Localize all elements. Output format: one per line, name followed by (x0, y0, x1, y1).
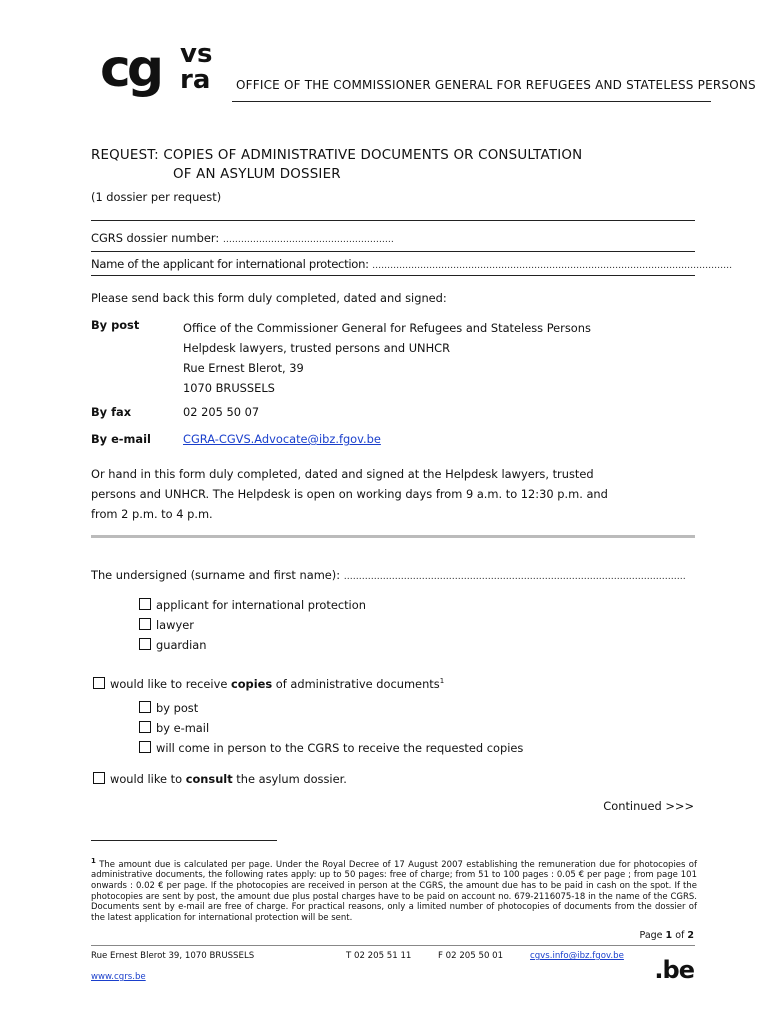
checkbox[interactable] (139, 598, 151, 610)
section-divider (91, 535, 695, 538)
post-line: Helpdesk lawyers, trusted persons and UNHCR (183, 341, 450, 355)
advocate-email-link[interactable]: CGRA-CGVS.Advocate@ibz.fgov.be (183, 432, 381, 446)
delivery-option[interactable]: by e-mail (139, 718, 523, 738)
logo-bottom: ra (180, 65, 211, 95)
post-line: 1070 BRUSSELS (183, 381, 275, 395)
footer-rule (91, 945, 695, 946)
checkbox[interactable] (93, 677, 105, 689)
role-option[interactable]: guardian (139, 635, 366, 655)
footer-phone: T 02 205 51 11 (346, 951, 412, 961)
header-rule (232, 101, 711, 102)
rule-top (91, 220, 695, 221)
cgvs-cgra-logo (100, 38, 228, 102)
belgium-be-logo: .be (654, 956, 694, 984)
continued-label: Continued >>> (603, 799, 694, 813)
page-number: Page 1 of 2 (639, 930, 694, 941)
checkbox[interactable] (139, 638, 151, 650)
applicant-name-field[interactable]: Name of the applicant for international protection: ………………………………………………………………………………………………………… (91, 257, 733, 271)
by-email-label: By e-mail (91, 432, 151, 446)
footer-website-link[interactable]: www.cgrs.be (91, 972, 146, 982)
delivery-options (139, 698, 523, 758)
logo-top: vs (180, 39, 213, 69)
request-title (91, 146, 582, 184)
rule-mid (91, 251, 695, 252)
copies-option[interactable]: would like to receive copies of administrative documents$^1$ (93, 677, 444, 691)
office-title: OFFICE OF THE COMMISSIONER GENERAL FOR REFUGEES AND STATELESS PERSONS (236, 78, 756, 92)
delivery-option[interactable]: by post (139, 698, 523, 718)
footer-address: Rue Ernest Blerot 39, 1070 BRUSSELS (91, 951, 255, 961)
by-post-label: By post (91, 318, 140, 332)
footnote: $^1$ The amount due is calculated per page. Under the Royal Decree of 17 August 2007 establishing the remuneration due for photocopies of administrative documents, the following rates apply: up to 50 pages: free of charge; from 51 to 100 pages : 0.05 € per page ; from page 101 onwards : 0.02 € per page. If the photocopies are received in person at the CGRS, the amount due has to be paid in cash on the spot. If the photocopies are sent by post, the amount due plus postal charges have to be paid on account no. 679-2116075-18 in the name of the CGRS. Documents sent by e-mail are free of charge. For practical reasons, only a limited number of photocopies of documents from the dossier of the latest application for international protection will be sent. (91, 857, 697, 923)
undersigned-field[interactable]: The undersigned (surname and first name): …………………………………………………………………………………………………… (91, 568, 686, 582)
hand-in-paragraph: Or hand in this form duly completed, dated and signed at the Helpdesk lawyers, trusted persons and UNHCR. The Helpdesk is open on working days from 9 a.m. to 12:30 p.m. and from 2 p.m. to 4 p.m. (91, 467, 608, 521)
footer-email-link[interactable]: cgvs.info@ibz.fgov.be (530, 951, 624, 961)
rule-bottom (91, 275, 695, 276)
footer-fax: F 02 205 50 01 (438, 951, 504, 961)
title-note: (1 dossier per request) (91, 190, 222, 204)
footnote-separator (91, 840, 277, 841)
title-line2: OF AN ASYLUM DOSSIER (173, 167, 341, 182)
title-line1: REQUEST: COPIES OF ADMINISTRATIVE DOCUMENTS OR CONSULTATION (91, 148, 583, 163)
by-fax-label: By fax (91, 405, 132, 419)
checkbox[interactable] (139, 618, 151, 630)
checkbox[interactable] (139, 741, 151, 753)
send-intro: Please send back this form duly completed, dated and signed: (91, 291, 447, 305)
consult-option[interactable]: would like to consult the asylum dossier. (93, 772, 347, 786)
checkbox[interactable] (93, 772, 105, 784)
dossier-number-field[interactable]: CGRS dossier number: ………………………………………………… (91, 231, 394, 245)
checkbox[interactable] (139, 721, 151, 733)
post-line: Rue Ernest Blerot, 39 (183, 361, 304, 375)
post-address (183, 318, 591, 398)
logo-mark: cg (100, 39, 161, 99)
post-line: Office of the Commissioner General for Refugees and Stateless Persons (183, 321, 591, 335)
role-options (139, 595, 366, 655)
fax-number: 02 205 50 07 (183, 405, 260, 419)
role-option[interactable]: applicant for international protection (139, 595, 366, 615)
delivery-option[interactable]: will come in person to the CGRS to receive the requested copies (139, 738, 523, 758)
role-option[interactable]: lawyer (139, 615, 366, 635)
checkbox[interactable] (139, 701, 151, 713)
